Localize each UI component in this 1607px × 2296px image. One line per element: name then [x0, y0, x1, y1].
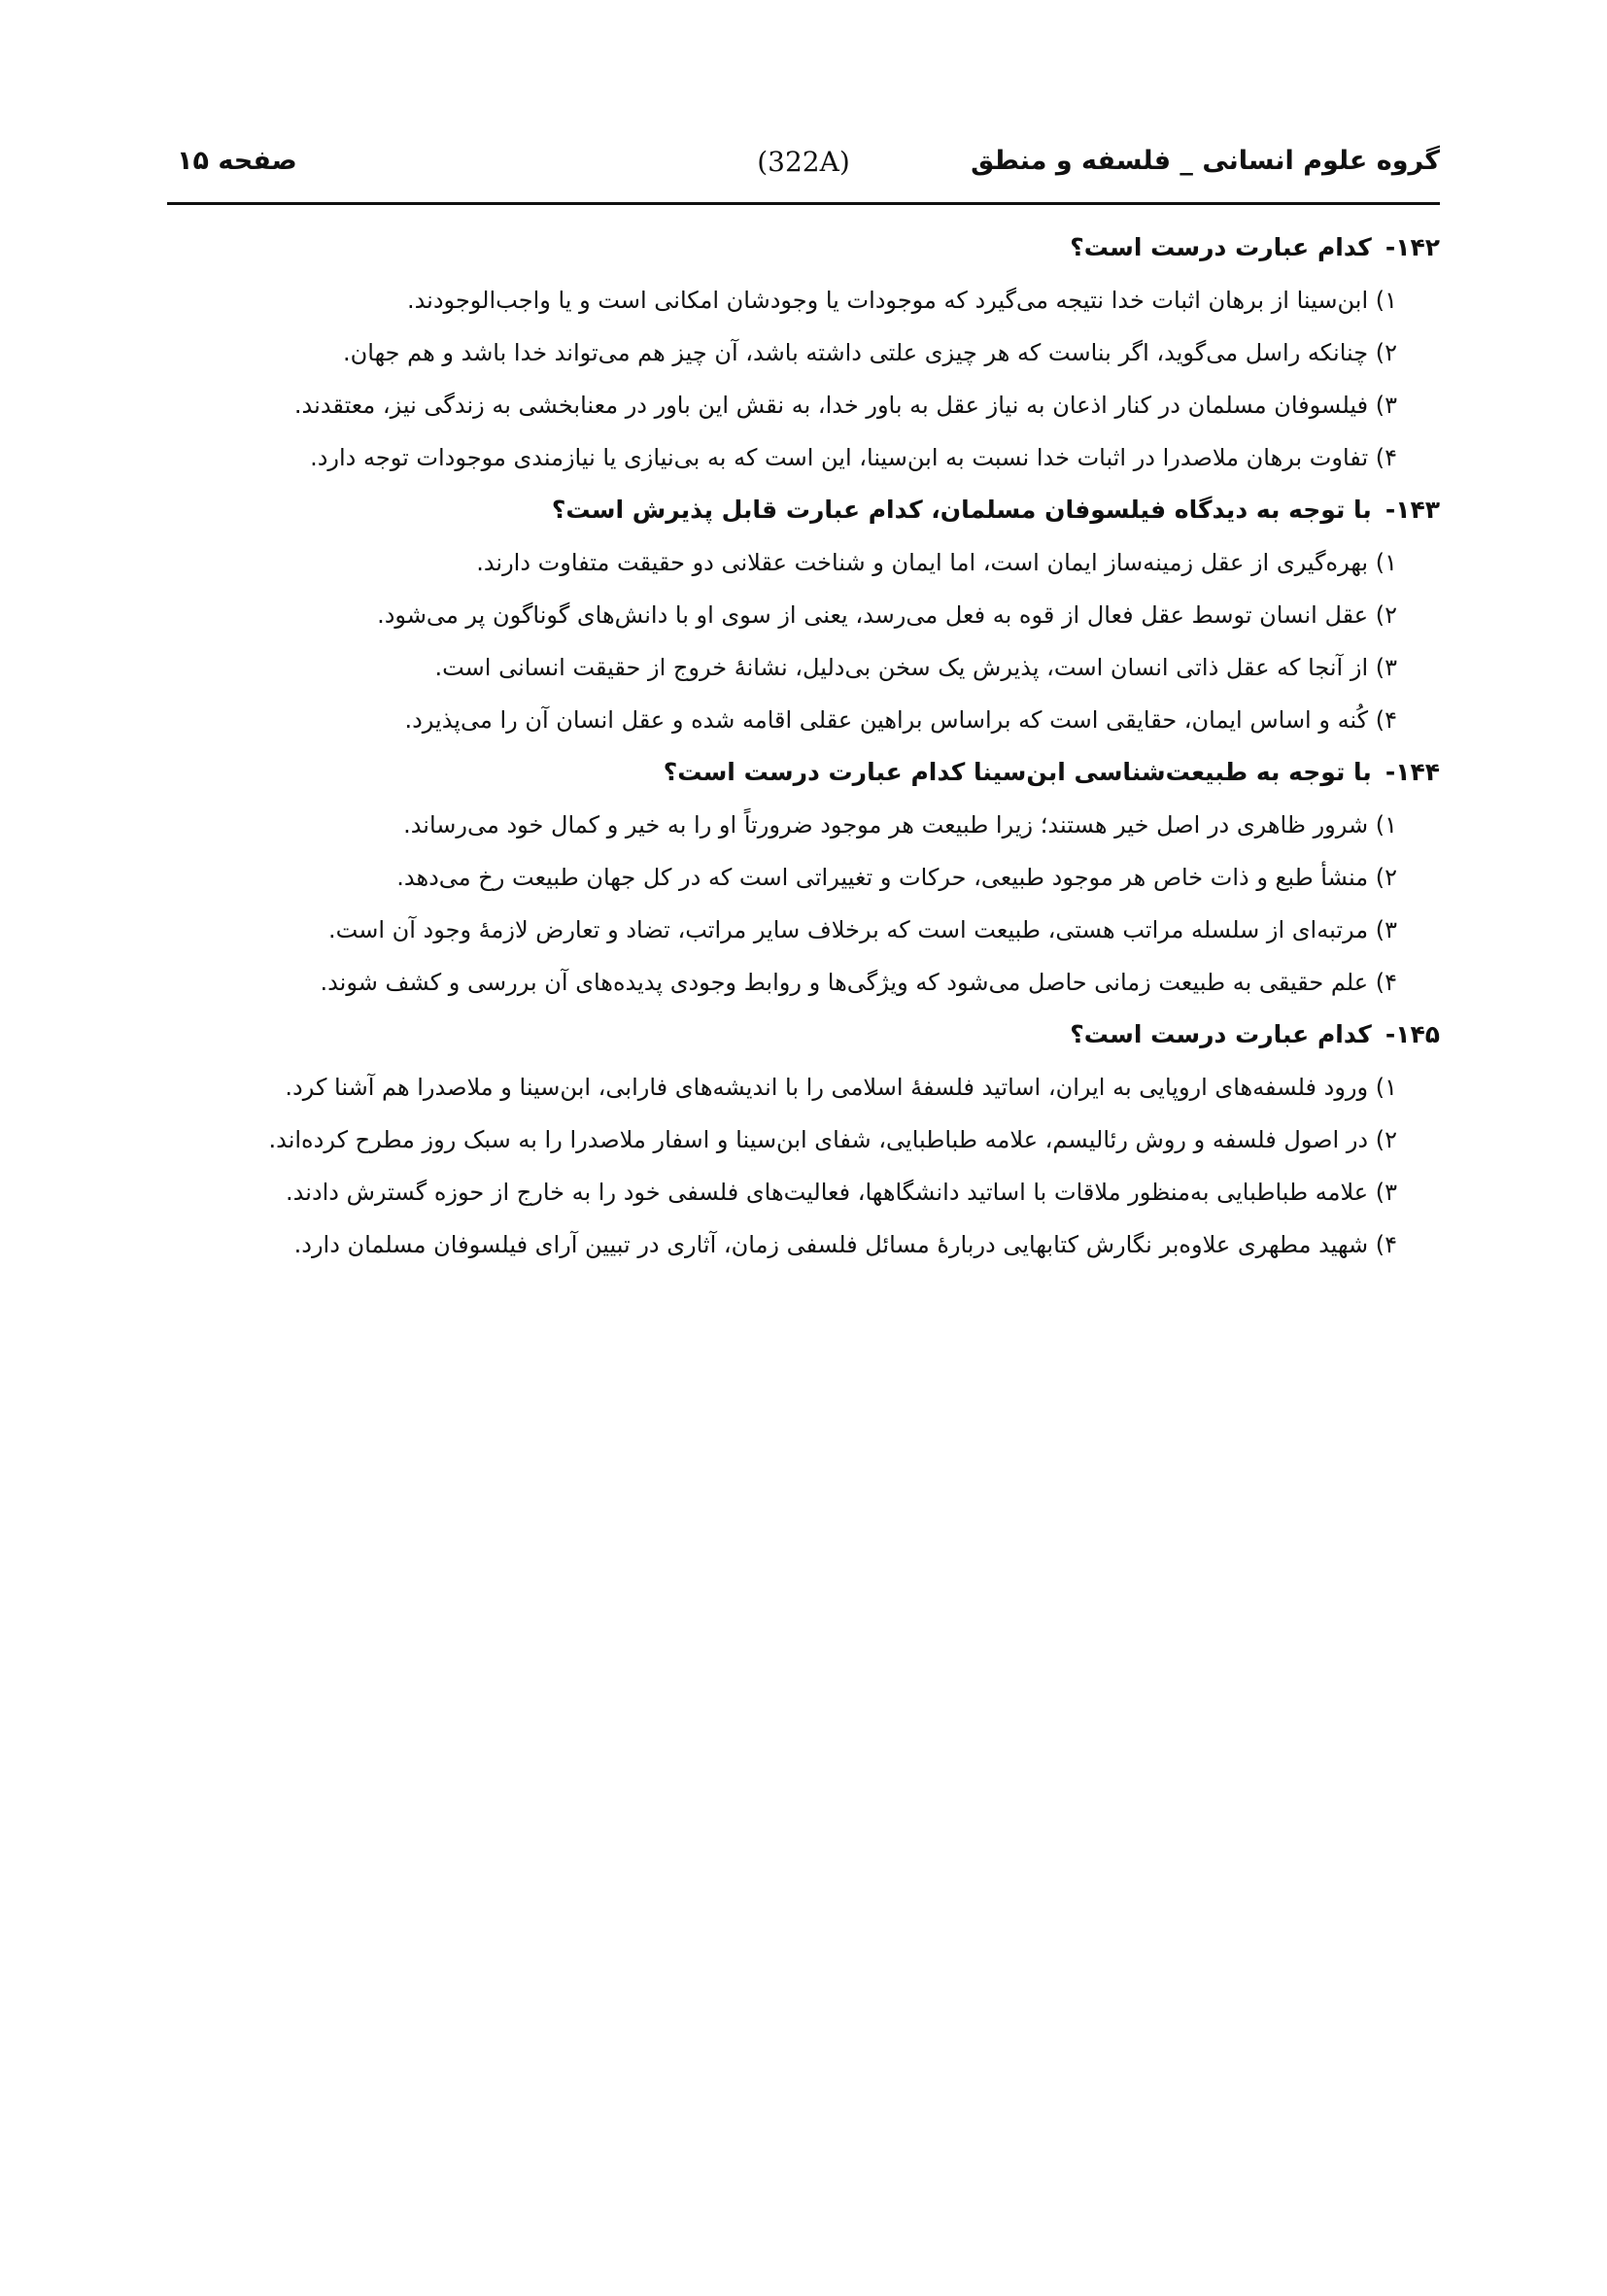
subject-group-title: گروه علوم انسانی _ فلسفه و منطق — [971, 146, 1440, 176]
question-title — [151, 222, 1440, 274]
page-number: صفحه ۱۵ — [177, 146, 297, 176]
question-number: ۱۴۴- — [1385, 758, 1440, 786]
answer-option-4: ۴) شهید مطهری علاوه‌بر نگارش کتابهایی دربارهٔ مسائل فلسفی زمان، آثاری در تبیین آرای فیلسوفان مسلمان دارد. — [293, 1231, 1397, 1258]
answer-option-2: ۲) منشأ طبع و ذات خاص هر موجود طبیعی، حرکات و تغییراتی است که در کل جهان طبیعت رخ می‌دهد. — [396, 864, 1397, 891]
questions-list — [151, 222, 1440, 1271]
question-number: ۱۴۳- — [1385, 496, 1440, 524]
answer-option-3: ۳) از آنجا که عقل ذاتی انسان است، پذیرش یک سخن بی‌دلیل، نشانهٔ خروج از حقیقت انسانی است. — [434, 654, 1397, 681]
answer-option-1: ۱) شرور ظاهری در اصل خیر هستند؛ زیرا طبیعت هر موجود ضرورتاً او را به خیر و کمال خود می‌رساند. — [403, 811, 1397, 839]
answer-option-2: ۲) در اصول فلسفه و روش رئالیسم، علامه طباطبایی، شفای ابن‌سینا و اسفار ملاصدرا را به سبک روز مطرح کرده‌اند. — [268, 1126, 1397, 1153]
question-title — [151, 746, 1440, 799]
answer-option-1: ۱) ابن‌سینا از برهان اثبات خدا نتیجه می‌گیرد که موجودات یا وجودشان امکانی است و یا واجب‌الوجودند. — [406, 287, 1397, 314]
question-145 — [151, 1009, 1440, 1271]
question-text: کدام عبارت درست است؟ — [1070, 233, 1372, 261]
question-text: با توجه به دیدگاه فیلسوفان مسلمان، کدام عبارت قابل پذیرش است؟ — [551, 496, 1372, 524]
answer-option-2: ۲) عقل انسان توسط عقل فعال از قوه به فعل می‌رسد، یعنی از سوی او با دانش‌های گوناگون پر می‌شود. — [377, 601, 1397, 629]
answer-option-4: ۴) کُنه و اساس ایمان، حقایقی است که براساس براهین عقلی اقامه شده و عقل انسان آن را می‌پذیرد. — [404, 706, 1397, 734]
question-142 — [151, 222, 1440, 484]
answer-option-4: ۴) علم حقیقی به طبیعت زمانی حاصل می‌شود که ویژگی‌ها و روابط وجودی پدیده‌های آن بررسی و کشف شوند. — [320, 969, 1397, 996]
question-title — [151, 484, 1440, 536]
question-text: کدام عبارت درست است؟ — [1070, 1020, 1372, 1048]
answer-option-1: ۱) ورود فلسفه‌های اروپایی به ایران، اساتید فلسفهٔ اسلامی را با اندیشه‌های فارابی، ابن‌سینا و ملاصدرا هم آشنا کرد. — [285, 1074, 1397, 1101]
page-header — [167, 146, 1440, 194]
question-text: با توجه به طبیعت‌شناسی ابن‌سینا کدام عبارت درست است؟ — [663, 758, 1372, 786]
exam-code: (322A) — [757, 146, 850, 178]
answer-option-2: ۲) چنانکه راسل می‌گوید، اگر بناست که هر چیزی علتی داشته باشد، آن چیز هم می‌تواند خدا باشد و هم جهان. — [343, 339, 1397, 366]
answer-option-4: ۴) تفاوت برهان ملاصدرا در اثبات خدا نسبت به ابن‌سینا، این است که به بی‌نیازی یا نیازمندی موجودات توجه دارد. — [310, 444, 1397, 471]
question-number: ۱۴۲- — [1385, 233, 1440, 261]
question-number: ۱۴۵- — [1385, 1020, 1440, 1048]
question-143 — [151, 484, 1440, 746]
answer-option-3: ۳) علامه طباطبایی به‌منظور ملاقات با اساتید دانشگاهها، فعالیت‌های فلسفی خود را به خارج از حوزه گسترش دادند. — [286, 1179, 1397, 1206]
answer-option-3: ۳) فیلسوفان مسلمان در کنار اذعان به نیاز عقل به باور خدا، به نقش این باور در معنابخشی به زندگی نیز، معتقدند. — [293, 392, 1397, 419]
answer-option-3: ۳) مرتبه‌ای از سلسله مراتب هستی، طبیعت است که برخلاف سایر مراتب، تضاد و تعارض لازمهٔ وجود آن است. — [328, 916, 1397, 943]
header-divider — [167, 202, 1440, 205]
question-144 — [151, 746, 1440, 1009]
answer-option-1: ۱) بهره‌گیری از عقل زمینه‌ساز ایمان است، اما ایمان و شناخت عقلانی دو حقیقت متفاوت دارند. — [476, 549, 1397, 576]
question-title — [151, 1009, 1440, 1061]
